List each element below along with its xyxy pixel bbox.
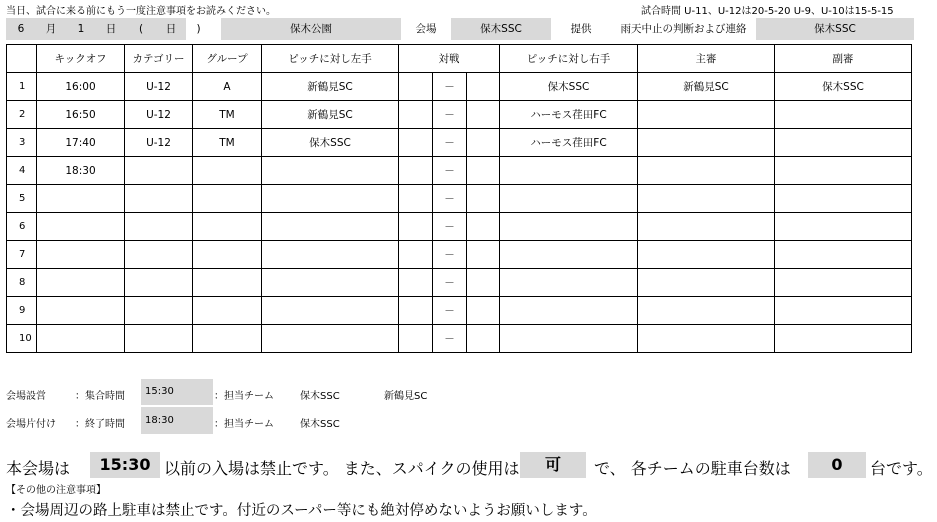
venue-name: 保木公園 — [290, 23, 332, 35]
dash-cell: － — [433, 129, 467, 157]
entry-text-3: で、 各チームの駐車台数は — [594, 459, 791, 478]
other-notes-title: 【その他の注意事項】 — [6, 485, 106, 496]
score-left-cell — [399, 269, 433, 297]
category-cell — [125, 213, 193, 241]
header-row — [6, 18, 914, 40]
header-match: 対戦 — [399, 45, 500, 73]
referee-cell — [638, 185, 775, 213]
kickoff-cell — [37, 297, 125, 325]
entry-text-1: 本会場は — [6, 459, 71, 478]
score-right-cell — [467, 269, 500, 297]
score-right-cell — [467, 297, 500, 325]
header-category: カテゴリー — [125, 45, 193, 73]
match-no: 5 — [7, 185, 37, 213]
assistant-cell — [775, 157, 912, 185]
cleanup-team-label: ：担当チーム — [214, 419, 274, 430]
score-right-cell — [467, 73, 500, 101]
weekday-value: 日 — [165, 23, 177, 35]
dash-cell: － — [433, 213, 467, 241]
assistant-cell — [775, 129, 912, 157]
month-value: 6 — [17, 23, 25, 35]
header-right-team: ピッチに対し右手 — [500, 45, 638, 73]
left-team-cell: 保木SSC — [262, 129, 399, 157]
header-no — [7, 45, 37, 73]
setup-label: 会場設営 — [6, 391, 46, 402]
dash-cell: － — [433, 185, 467, 213]
rain-contact: 保木SSC — [814, 23, 856, 35]
other-note-parking: ・会場周辺の路上駐車は禁止です。付近のスーパー等にも絶対停めないようお願いします。 — [6, 503, 597, 519]
setup-team-label: ：担当チーム — [214, 391, 274, 402]
match-no: 8 — [7, 269, 37, 297]
score-right-cell — [467, 157, 500, 185]
assistant-cell — [775, 325, 912, 353]
dash-cell: － — [433, 101, 467, 129]
category-cell: U-12 — [125, 101, 193, 129]
notice-top: 当日、試合に来る前にもう一度注意事項をお読みください。 — [6, 6, 276, 17]
dash-cell: － — [433, 241, 467, 269]
setup-team-1: 保木SSC — [300, 391, 340, 402]
dash-cell: － — [433, 325, 467, 353]
kickoff-cell: 16:00 — [37, 73, 125, 101]
score-right-cell — [467, 241, 500, 269]
score-left-cell — [399, 157, 433, 185]
setup-time-label: ：集合時間 — [75, 391, 125, 402]
entry-text-2: 以前の入場は禁止です。 また、スパイクの使用は — [164, 459, 520, 478]
kickoff-cell — [37, 325, 125, 353]
right-team-cell: ハーモス荏田FC — [500, 101, 638, 129]
group-cell: A — [193, 73, 262, 101]
group-cell: TM — [193, 129, 262, 157]
left-team-cell — [262, 269, 399, 297]
right-team-cell: 保木SSC — [500, 73, 638, 101]
month-label: 月 — [45, 23, 57, 35]
setup-team-2: 新鶴見SC — [384, 391, 428, 402]
right-team-cell — [500, 157, 638, 185]
provider-label: 提供 — [551, 18, 611, 40]
table-row — [7, 157, 912, 185]
match-no: 10 — [7, 325, 37, 353]
rain-label: 雨天中止の判断および連絡 — [611, 18, 756, 40]
category-cell — [125, 269, 193, 297]
assistant-cell — [775, 297, 912, 325]
right-team-cell — [500, 269, 638, 297]
match-no: 4 — [7, 157, 37, 185]
paren-open: ( — [138, 23, 144, 35]
referee-cell: 新鶴見SC — [638, 73, 775, 101]
left-team-cell — [262, 157, 399, 185]
header-kickoff: キックオフ — [37, 45, 125, 73]
table-header-row — [7, 45, 912, 73]
group-cell — [193, 241, 262, 269]
assistant-cell — [775, 101, 912, 129]
cleanup-label: 会場片付け — [6, 419, 56, 430]
match-no: 6 — [7, 213, 37, 241]
header-group: グループ — [193, 45, 262, 73]
score-left-cell — [399, 129, 433, 157]
spike-allowed: 可 — [520, 452, 586, 478]
group-cell — [193, 185, 262, 213]
score-right-cell — [467, 213, 500, 241]
table-row — [7, 325, 912, 353]
cleanup-time: 18:30 — [141, 407, 213, 434]
kickoff-cell: 17:40 — [37, 129, 125, 157]
match-no: 2 — [7, 101, 37, 129]
group-cell — [193, 297, 262, 325]
category-cell — [125, 325, 193, 353]
assistant-cell: 保木SSC — [775, 73, 912, 101]
kickoff-cell — [37, 269, 125, 297]
table-row — [7, 241, 912, 269]
group-cell — [193, 213, 262, 241]
match-no: 9 — [7, 297, 37, 325]
score-right-cell — [467, 101, 500, 129]
category-cell — [125, 241, 193, 269]
table-row — [7, 297, 912, 325]
kickoff-cell: 18:30 — [37, 157, 125, 185]
parking-count: 0 — [808, 452, 866, 478]
score-right-cell — [467, 129, 500, 157]
referee-cell — [638, 129, 775, 157]
left-team-cell — [262, 185, 399, 213]
header-left-team: ピッチに対し左手 — [262, 45, 399, 73]
dash-cell: － — [433, 73, 467, 101]
left-team-cell — [262, 325, 399, 353]
match-no: 3 — [7, 129, 37, 157]
referee-cell — [638, 101, 775, 129]
kickoff-cell — [37, 241, 125, 269]
entry-time: 15:30 — [90, 452, 160, 478]
score-right-cell — [467, 185, 500, 213]
assistant-cell — [775, 185, 912, 213]
dash-cell: － — [433, 269, 467, 297]
left-team-cell: 新鶴見SC — [262, 101, 399, 129]
category-cell — [125, 297, 193, 325]
match-no: 7 — [7, 241, 37, 269]
left-team-cell — [262, 213, 399, 241]
score-left-cell — [399, 297, 433, 325]
assistant-cell — [775, 241, 912, 269]
paren-close: ) — [186, 18, 211, 40]
provider-name: 保木SSC — [480, 23, 522, 35]
match-time: 試合時間 U-11、U-12は20-5-20 U-9、U-10は15-5-15 — [641, 6, 894, 17]
referee-cell — [638, 269, 775, 297]
kickoff-cell — [37, 213, 125, 241]
table-row — [7, 101, 912, 129]
score-left-cell — [399, 213, 433, 241]
cleanup-team-1: 保木SSC — [300, 419, 340, 430]
score-right-cell — [467, 325, 500, 353]
day-value: 1 — [77, 23, 85, 35]
right-team-cell — [500, 325, 638, 353]
score-left-cell — [399, 241, 433, 269]
dash-cell: － — [433, 297, 467, 325]
group-cell — [193, 325, 262, 353]
category-cell: U-12 — [125, 73, 193, 101]
group-cell: TM — [193, 101, 262, 129]
referee-cell — [638, 325, 775, 353]
kickoff-cell — [37, 185, 125, 213]
group-cell — [193, 157, 262, 185]
referee-cell — [638, 241, 775, 269]
assistant-cell — [775, 213, 912, 241]
referee-cell — [638, 297, 775, 325]
schedule-table-body — [7, 45, 912, 353]
kickoff-cell: 16:50 — [37, 101, 125, 129]
score-left-cell — [399, 73, 433, 101]
table-row — [7, 129, 912, 157]
table-row — [7, 185, 912, 213]
match-no: 1 — [7, 73, 37, 101]
table-row — [7, 213, 912, 241]
left-team-cell — [262, 241, 399, 269]
category-cell — [125, 157, 193, 185]
entry-text-4: 台です。 — [870, 459, 933, 478]
left-team-cell: 新鶴見SC — [262, 73, 399, 101]
right-team-cell — [500, 241, 638, 269]
right-team-cell — [500, 185, 638, 213]
table-row — [7, 269, 912, 297]
right-team-cell — [500, 213, 638, 241]
setup-time: 15:30 — [141, 379, 213, 405]
category-cell — [125, 185, 193, 213]
score-left-cell — [399, 185, 433, 213]
score-left-cell — [399, 101, 433, 129]
referee-cell — [638, 213, 775, 241]
left-team-cell — [262, 297, 399, 325]
venue-label: 会場 — [401, 18, 451, 40]
right-team-cell: ハーモス荏田FC — [500, 129, 638, 157]
right-team-cell — [500, 297, 638, 325]
schedule-table — [6, 44, 912, 353]
referee-cell — [638, 157, 775, 185]
assistant-cell — [775, 269, 912, 297]
header-assistant: 副審 — [775, 45, 912, 73]
cleanup-time-label: ：終了時間 — [75, 419, 125, 430]
day-label: 日 — [105, 23, 117, 35]
header-referee: 主審 — [638, 45, 775, 73]
table-row — [7, 73, 912, 101]
category-cell: U-12 — [125, 129, 193, 157]
score-left-cell — [399, 325, 433, 353]
group-cell — [193, 269, 262, 297]
dash-cell: － — [433, 157, 467, 185]
